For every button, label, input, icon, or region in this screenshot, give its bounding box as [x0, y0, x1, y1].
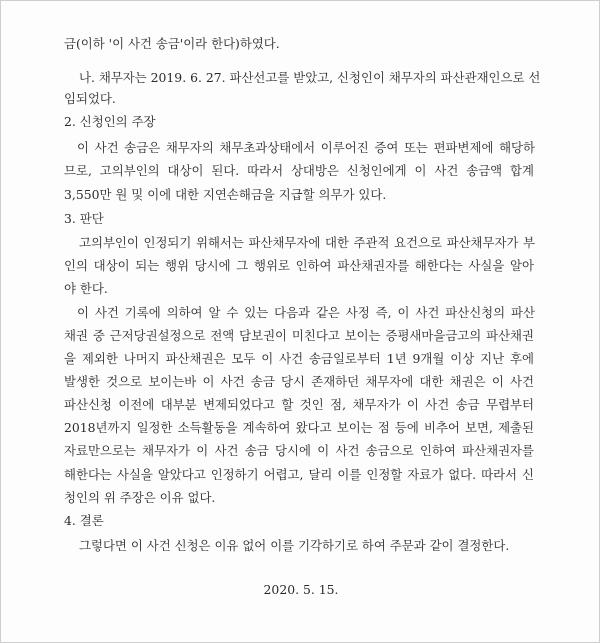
- text-line: 나. 채무자는 2019. 6. 27. 파산선고를 받았고, 신청인이 채무자의 파산관재인으로 선: [79, 70, 541, 85]
- text-line: 청인의 위 주장은 이유 없다.: [64, 490, 216, 505]
- text-line: 고의부인이 인정되기 위해서는 파산채무자에 대한 주관적 요건으로 파산채무자가 부: [79, 235, 535, 250]
- text-line: 이 사건 기록에 의하여 알 수 있는 다음과 같은 사정 즉, 이 사건 파산신청의 파산: [77, 305, 535, 320]
- section-heading: 3. 판단: [64, 211, 104, 226]
- text-line: 해한다는 사실을 알았다고 인정하기 어렵고, 달리 이를 인정할 자료가 없다. 따라서 신: [64, 467, 534, 482]
- text-line: 채권 중 근저당권설정으로 전액 담보권이 미친다고 보이는 증평새마을금고의 파산채권: [64, 328, 534, 343]
- text-line: 발생한 것으로 보이는바 이 사건 송금 당시 존재하던 채무자에 대한 채권은 이 사건: [64, 374, 534, 389]
- text-line: 이 사건 송금은 채무자의 채무초과상태에서 이루어진 증여 또는 편파변제에 해당하: [77, 140, 535, 155]
- text-line: 을 제외한 나머지 파산채권은 모두 이 사건 송금일로부터 1년 9개월 이상 지난 후에: [64, 351, 534, 366]
- section-heading: 2. 신청인의 주장: [64, 114, 156, 129]
- text-line: 임되었다.: [64, 91, 116, 106]
- document-date: 2020. 5. 15.: [263, 582, 339, 597]
- section-heading: 4. 결론: [64, 513, 104, 528]
- text-line: 그렇다면 이 사건 신청은 이유 없어 이를 기각하기로 하여 주문과 같이 결정한다.: [79, 538, 510, 553]
- text-line: 2018년까지 일정한 소득활동을 계속하여 왔다고 보이는 점 등에 비추어 보면, 제출된: [64, 420, 534, 435]
- text-line: 므로, 고의부인의 대상이 된다. 따라서 상대방은 신청인에게 이 사건 송금액 합계: [64, 163, 534, 178]
- text-line: 인의 대상이 되는 행위 당시에 그 행위로 인하여 파산채권자를 해한다는 사실을 알아: [64, 258, 534, 273]
- text-line: 자료만으로는 채무자가 이 사건 송금 당시에 이 사건 송금으로 인하여 파산채권자를: [64, 443, 534, 458]
- text-line: 야 한다.: [64, 281, 108, 296]
- text-line: 금(이하 '이 사건 송금'이라 한다)하였다.: [64, 36, 280, 51]
- text-line: 파산신청 이전에 대부분 변제되었다고 할 것인 점, 채무자가 이 사건 송금 무렵부터: [64, 397, 534, 412]
- text-line: 3,550만 원 및 이에 대한 지연손해금을 지급할 의무가 있다.: [64, 187, 387, 202]
